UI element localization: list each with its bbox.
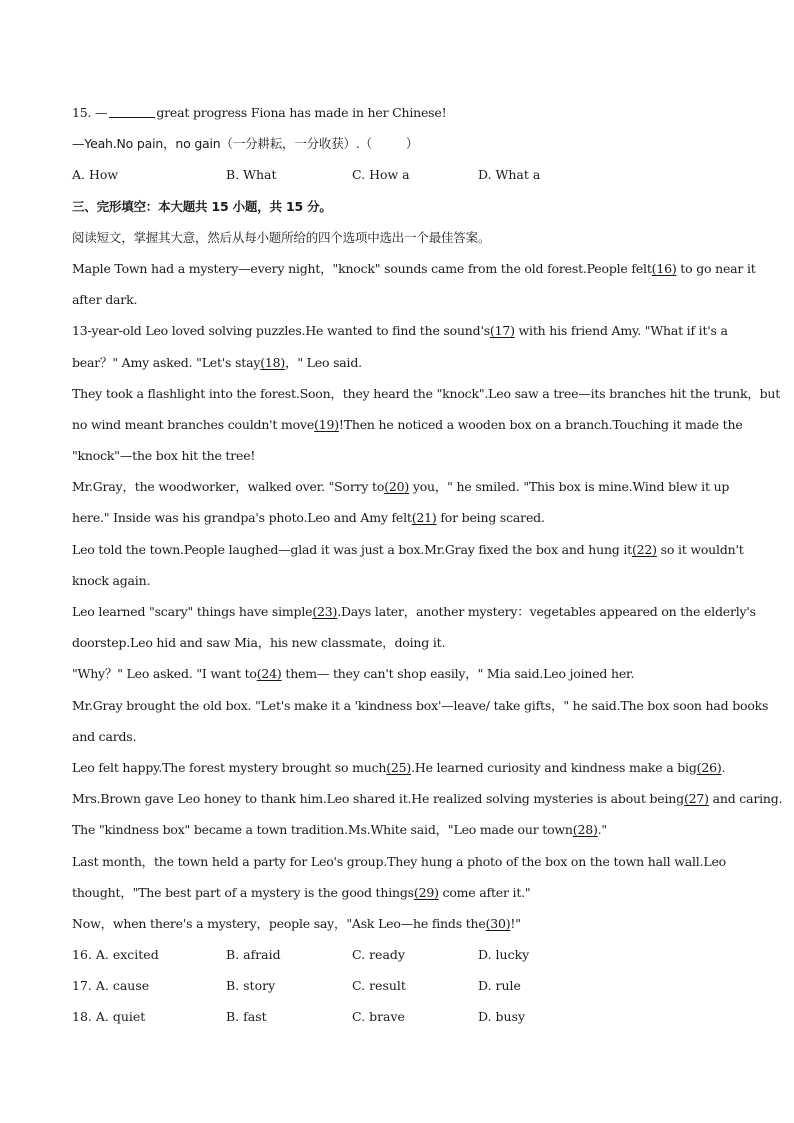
q18-option-b: B. fast xyxy=(226,1009,267,1025)
passage-line: 13-year-old Leo loved solving puzzles.He wanted to find the sound's(17) with his friend Amy. "What if it's a xyxy=(72,323,728,339)
passage-line: Leo told the town.People laughed—glad it was just a box.Mr.Gray fixed the box and hung it(22) so it wouldn't xyxy=(72,541,744,557)
passage-line: and cards. xyxy=(72,728,137,744)
passage-line: Mr.Gray brought the old box. "Let's make it a 'kindness box'—leave/ take gifts，" he said.The box soon had books xyxy=(72,697,769,713)
q15-reply xyxy=(72,128,732,159)
q16-option-d: D. lucky xyxy=(478,947,530,963)
question-16-options xyxy=(72,939,732,970)
blank-16: (16) xyxy=(651,260,677,276)
blank-28: (28) xyxy=(572,822,598,838)
answer-blank xyxy=(109,105,155,118)
passage-line: Leo felt happy.The forest mystery brought so much(25).He learned curiosity and kindness make a big(26). xyxy=(72,759,726,775)
passage-line: after dark. xyxy=(72,292,138,308)
q17-option-d: D. rule xyxy=(478,978,521,994)
passage-line: "Why？" Leo asked. "I want to(24) them— they can't shop easily，" Mia said.Leo joined her. xyxy=(72,666,635,682)
blank-25: (25) xyxy=(386,759,412,775)
q15-stem xyxy=(72,97,732,128)
q15-number: 15. — xyxy=(72,105,108,120)
passage-line: thought，"The best part of a mystery is the good things(29) come after it." xyxy=(72,884,531,900)
q18-option-d: D. busy xyxy=(478,1009,526,1025)
blank-21: (21) xyxy=(411,510,437,526)
blank-23: (23) xyxy=(312,604,338,619)
passage-line: The "kindness box" became a town tradition.Ms.White said，"Leo made our town(28)." xyxy=(72,822,607,838)
passage-line: bear？" Amy asked. "Let's stay(18)，" Leo said. xyxy=(72,354,362,370)
question-17-options xyxy=(72,970,732,1001)
passage-line: no wind meant branches couldn't move(19)!Then he noticed a wooden box on a branch.Touching it made the xyxy=(72,416,743,432)
q15-option-a: A. How xyxy=(72,167,119,183)
passage-line: "knock"—the box hit the tree! xyxy=(72,448,256,464)
q15-text: great progress Fiona has made in her Chinese! xyxy=(156,105,447,120)
blank-24: (24) xyxy=(256,666,282,682)
q15-reply-text: —Yeah.No pain，no gain（一分耕耘，一分收获）.（ xyxy=(72,136,372,152)
blank-26: (26) xyxy=(696,759,722,775)
blank-30: (30) xyxy=(485,915,511,931)
passage-line: here." Inside was his grandpa's photo.Leo and Amy felt(21) for being scared. xyxy=(72,510,545,526)
document-page xyxy=(72,97,783,1033)
blank-20: (20) xyxy=(384,479,410,495)
passage-line: Maple Town had a mystery—every night，"knock" sounds came from the old forest.People felt(16) to go near it xyxy=(72,260,756,276)
q18-option-c: C. brave xyxy=(352,1009,405,1025)
blank-19: (19) xyxy=(314,416,339,432)
passage-line: Mr.Gray，the woodworker，walked over. "Sorry to(20) you，" he smiled. "This box is mine.Wind blew it up xyxy=(72,479,730,495)
question-18-options xyxy=(72,1001,732,1032)
q16-option-b: B. afraid xyxy=(226,947,281,963)
blank-22: (22) xyxy=(632,541,657,557)
q15-reply-close: ） xyxy=(405,136,419,152)
passage-line: They took a flashlight into the forest.Soon，they heard the "knock".Leo saw a tree—its branches hit the trunk，but xyxy=(72,385,781,401)
blank-18: (18) xyxy=(260,354,286,370)
blank-29: (29) xyxy=(413,884,439,900)
blank-17: (17) xyxy=(489,323,515,339)
passage-line: Now，when there's a mystery，people say，"Ask Leo—he finds the(30)!" xyxy=(72,915,521,931)
q15-option-c: C. How a xyxy=(352,167,410,183)
passage-line: Last month，the town held a party for Leo's group.They hung a photo of the box on the town hall wall.Leo xyxy=(72,853,726,869)
q18-option-a: 18. A. quiet xyxy=(72,1009,146,1025)
q17-option-a: 17. A. cause xyxy=(72,978,150,994)
section-instruction: 阅读短文，掌握其大意，然后从每小题所给的四个选项中选出一个最佳答案。 xyxy=(72,229,491,245)
section-heading: 三、完形填空：本大题共 15 小题，共 15 分。 xyxy=(72,198,332,214)
q15-option-d: D. What a xyxy=(478,167,541,183)
q17-option-c: C. result xyxy=(352,978,406,994)
passage-line: Leo learned "scary" things have simple(23).Days later，another mystery：vegetables appeared on the elderly's xyxy=(72,604,756,619)
q15-options xyxy=(72,159,732,190)
passage-line: knock again. xyxy=(72,572,151,588)
q15-option-b: B. What xyxy=(226,167,277,183)
q16-option-a: 16. A. excited xyxy=(72,947,159,963)
passage-line: Mrs.Brown gave Leo honey to thank him.Leo shared it.He realized solving mysteries is about being(27) and caring. xyxy=(72,791,783,807)
blank-27: (27) xyxy=(683,791,709,807)
passage-line: doorstep.Leo hid and saw Mia，his new classmate，doing it. xyxy=(72,635,446,651)
q17-option-b: B. story xyxy=(226,978,276,994)
q16-option-c: C. ready xyxy=(352,947,405,963)
